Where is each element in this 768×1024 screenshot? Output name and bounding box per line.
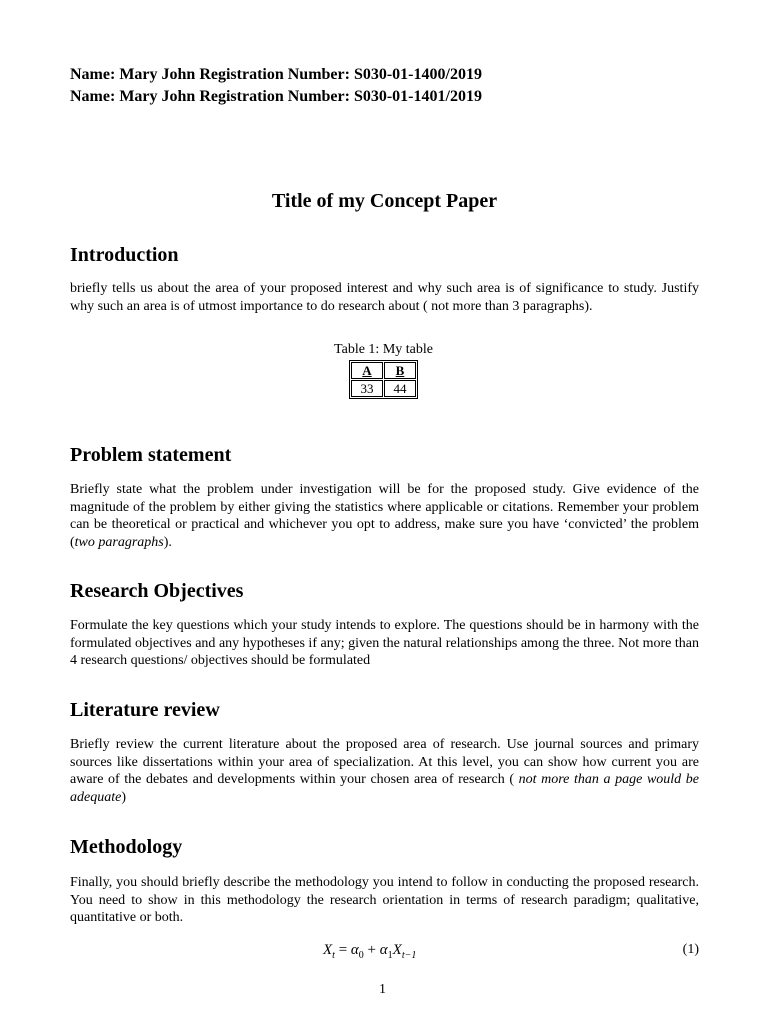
paper-page [70,0,699,1024]
table-header-cell: B [384,362,416,379]
equation-alpha0: α [350,942,359,958]
table-header-row [351,362,416,379]
equation-equals: = [334,942,351,958]
equation-lhs: X [323,942,333,958]
problem-text-main: Briefly state what the problem under investigation will be for the proposed study. Give evidence of the magnitude of the problem by either giving the statistics where applicable or citations. Remember your problem can be theoretical or practical and whichever you opt to address, make sure you have ‘convicted’ the problem ( [70,482,699,550]
problem-text [70,481,699,551]
equation-x: X [392,942,402,958]
paper-title: Title of my Concept Paper [271,190,498,212]
equation-lhs-sub: t [332,950,335,961]
literature-text-main: Briefly review the current literature about the proposed area of research. Use journal sources and primary sources like dissertations within your area of specialization. At this level, you can show how current you are aware of the debates and developments within your chosen area of research ( [70,737,699,787]
table-cell: 44 [384,380,416,397]
problem-text-end: ). [163,534,172,550]
table-caption: Table 1: My table [334,342,433,357]
equation-alpha0-sub: 0 [358,950,364,961]
table-header-cell: A [351,362,383,379]
methodology-text: Finally, you should briefly describe the methodology you intend to follow in conducting the proposed research. You need to show in this methodology the research orientation in terms of research paradigm; qualitative, quantitative or both. [70,875,699,925]
page-number: 1 [379,982,386,997]
author-line-2: Name: Mary John Registration Number: S030-01-1401/2019 [70,88,482,105]
equation-formula [323,942,416,961]
data-table [349,360,418,399]
author-line-1: Name: Mary John Registration Number: S030-01-1400/2019 [70,66,482,83]
objectives-text: Formulate the key questions which your study intends to explore. The questions should be in harmony with the formulated objectives and any hypotheses if any; given the natural relationships among the three. Not more than 4 research questions/ objectives should be formulated [70,618,699,668]
equation-alpha1: α [379,942,388,958]
methodology-heading: Methodology [70,836,183,858]
introduction-text: briefly tells us about the area of your proposed interest and why such area is of significance to study. Justify why such an area is of utmost importance to do research about ( not more than 3 paragraphs). [70,281,699,314]
literature-text-end: ) [121,789,126,805]
problem-text-italic: two paragraphs [74,534,164,550]
table-cell: 33 [351,380,383,397]
equation-alpha1-sub: 1 [387,950,393,961]
equation-x-sub: t−1 [401,950,417,961]
literature-text [70,736,699,806]
literature-text-italic: not more than a page would be adequate [70,772,699,805]
equation-number: (1) [682,942,699,957]
introduction-heading: Introduction [70,244,179,266]
table-row [351,380,416,397]
equation-plus: + [363,942,380,958]
problem-heading: Problem statement [70,444,232,466]
data-table-container [349,360,418,399]
objectives-heading: Research Objectives [70,580,244,602]
literature-heading: Literature review [70,699,220,721]
